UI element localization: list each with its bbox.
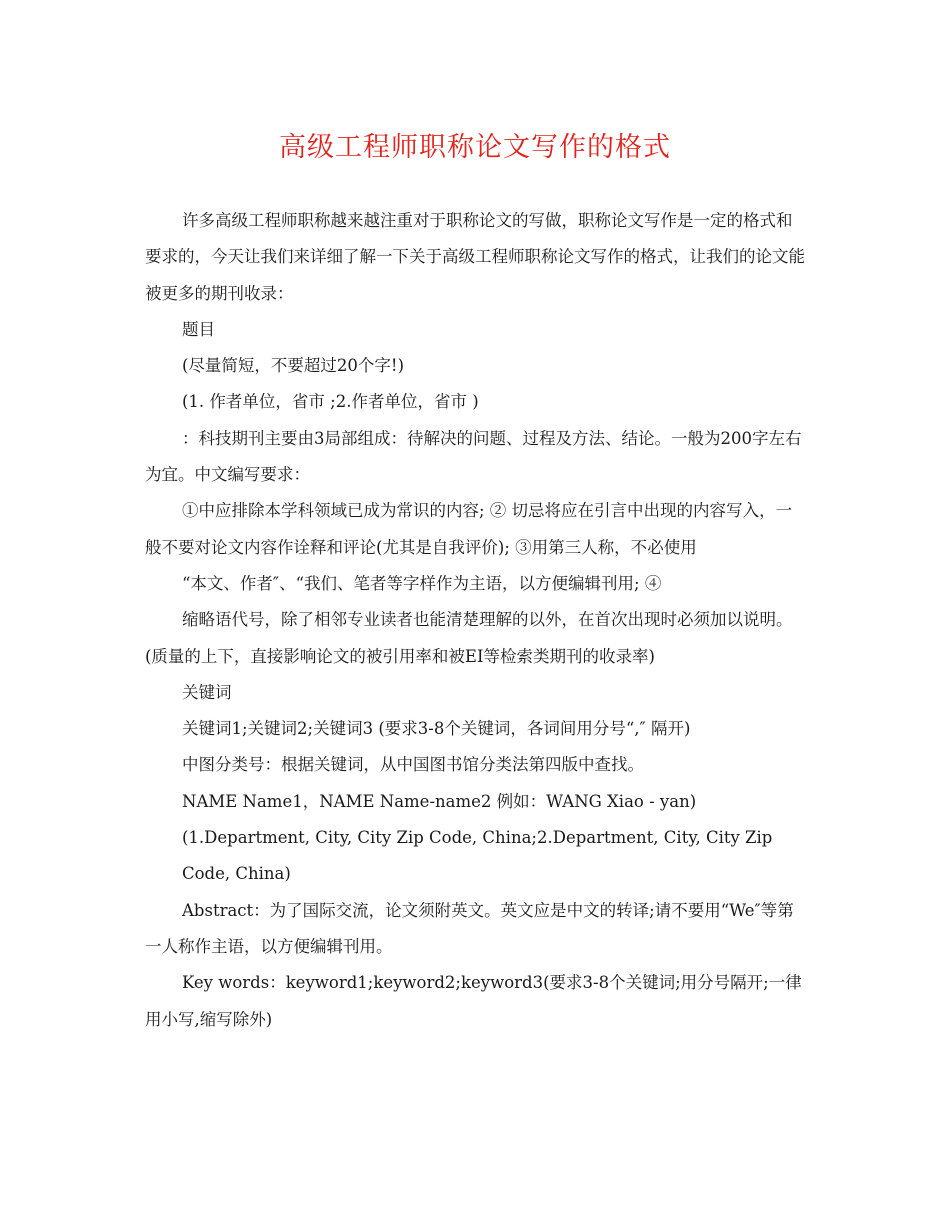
keywords-heading: 关键词 <box>182 682 232 702</box>
third-person-note: “本文、作者″、“我们、笔者等字样作为主语，以方便编辑刊用; ④ <box>182 573 662 593</box>
heading-title-section: 题目 <box>182 319 215 339</box>
abstract-rules-paragraph: ①中应排除本学科领域已成为常识的内容; ② 切忌将应在引言中出现的内容写入，一般不要对论文内容作诠释和评论(尤其是自我评价); ③用第三人称，不必使用 <box>145 501 793 557</box>
classification-line: 中图分类号：根据关键词，从中国图书馆分类法第四版中查找。 <box>182 755 644 775</box>
keywords-line: 关键词1;关键词2;关键词3 (要求3-8个关键词，各词间用分号“,″ 隔开) <box>182 719 691 739</box>
english-name-line: NAME Name1，NAME Name-name2 例如：WANG Xiao - yan) <box>182 791 697 811</box>
english-keywords-paragraph: Key words：keyword1;keyword2;keyword3(要求3-8个关键词;用分号隔开;一律用小写,缩写除外) <box>145 973 802 1029</box>
english-affiliation-cont: Code, China) <box>182 864 291 884</box>
document-title: 高级工程师职称论文写作的格式 <box>279 132 671 163</box>
abstract-paragraph: ：科技期刊主要由3局部组成：待解决的问题、过程及方法、结论。一般为200字左右为宜。中文编写要求： <box>145 428 802 485</box>
author-units: (1. 作者单位，省市 ;2.作者单位，省市 ) <box>182 392 479 412</box>
english-affiliation-paragraph: (1.Department, City, City Zip Code, China;2.Department, City, City Zip <box>182 828 773 848</box>
title-note: (尽量简短，不要超过20个字!) <box>182 356 405 376</box>
intro-paragraph: 许多高级工程师职称越来越注重对于职称论文的写做，职称论文写作是一定的格式和要求的，今天让我们来详细了解一下关于高级工程师职称论文写作的格式，让我们的论文能被更多的期刊收录： <box>145 211 805 303</box>
abbreviation-paragraph: 缩略语代号，除了相邻专业读者也能清楚理解的以外，在首次出现时必须加以说明。(质量的上下，直接影响论文的被引用率和被EI等检索类期刊的收录率) <box>145 610 793 666</box>
document-body <box>145 203 805 1038</box>
english-abstract-paragraph: Abstract：为了国际交流，论文须附英文。英文应是中文的转译;请不要用“We″等第一人称作主语，以方便编辑刊用。 <box>145 900 794 956</box>
